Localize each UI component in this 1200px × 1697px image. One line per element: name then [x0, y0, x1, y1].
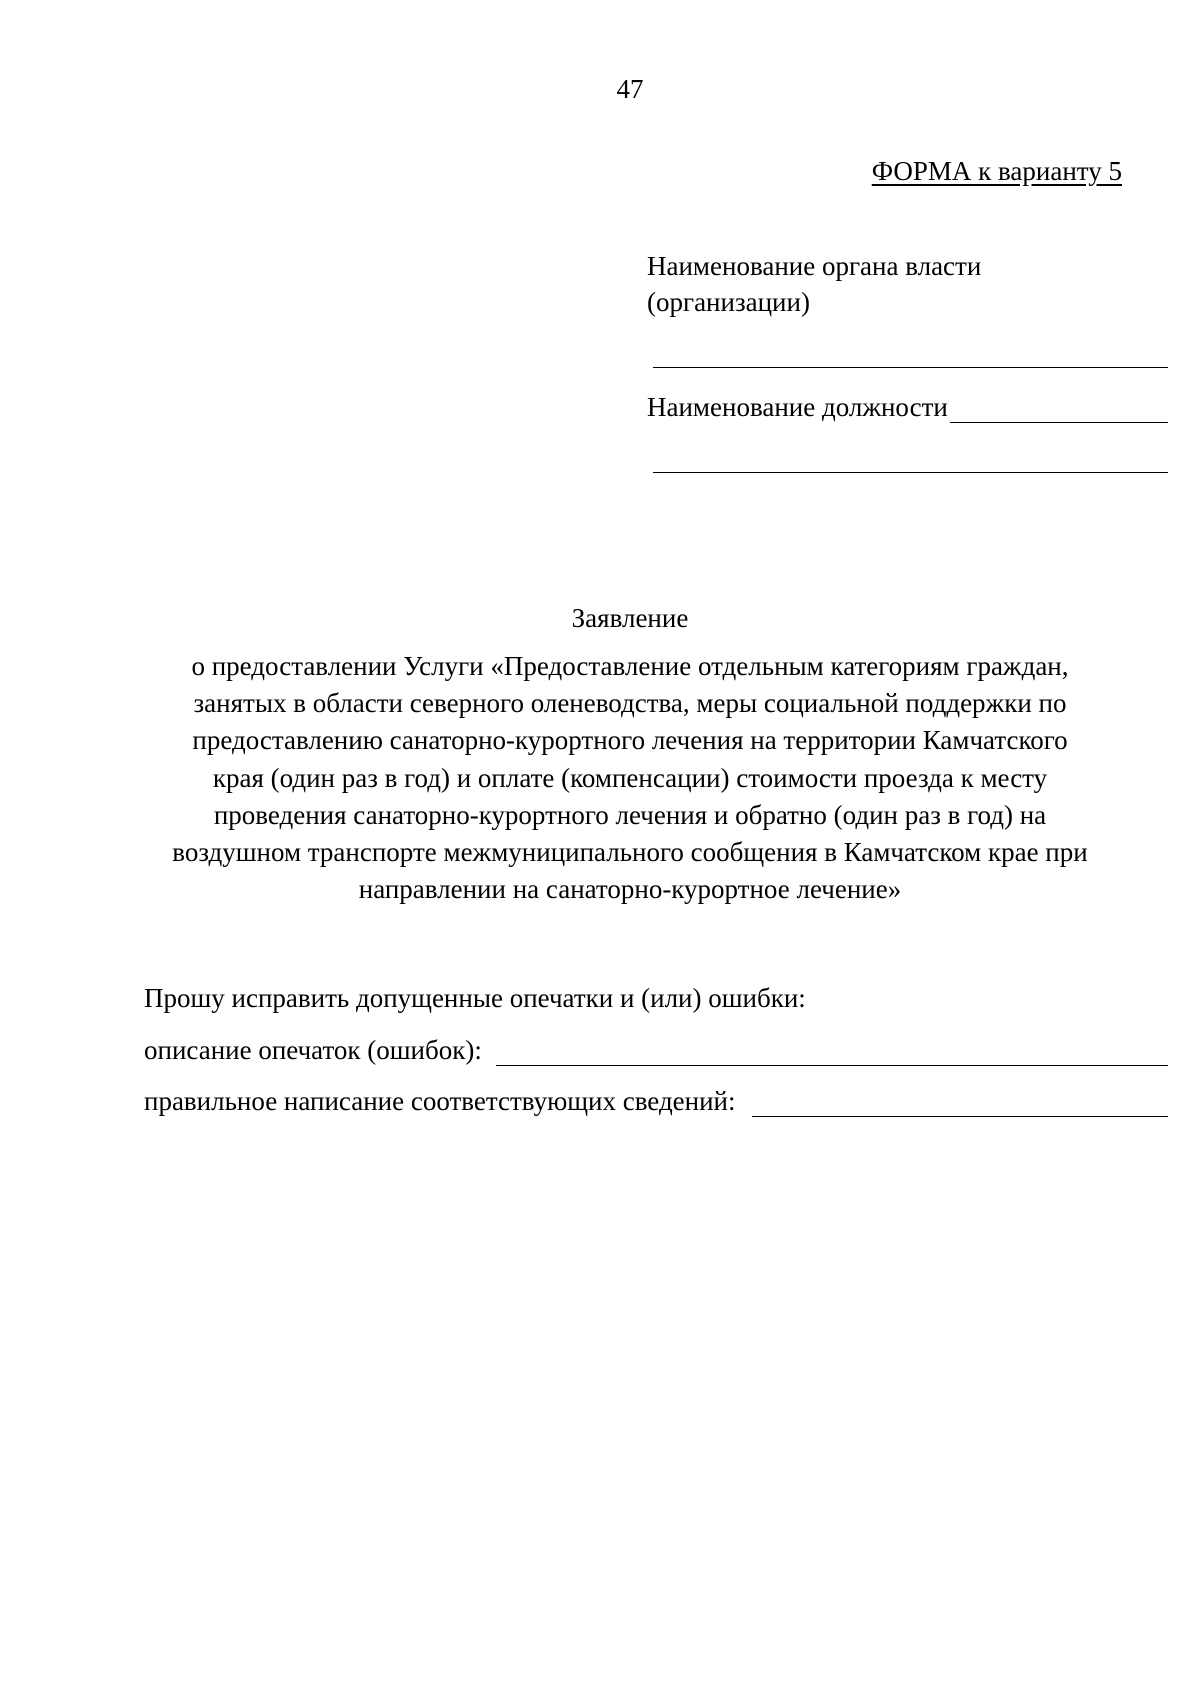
form-variant-label: ФОРМА к варианту 5: [871, 156, 1122, 186]
application-subject: [120, 648, 1140, 908]
org-name-label: Наименование органа власти: [647, 251, 982, 281]
errors-description-blank-line[interactable]: [496, 1041, 1168, 1066]
errors-description-label: описание опечаток (ошибок):: [144, 1035, 482, 1065]
org-name-label-continued: (организации): [647, 287, 810, 317]
position-label: Наименование должности: [647, 392, 948, 422]
position-row: [647, 391, 1168, 423]
page-number: 47: [616, 74, 644, 104]
subject-line: края (один раз в год) и оплате (компенсации) стоимости проезда к месту: [212, 762, 1048, 793]
request-intro: Прошу исправить допущенные опечатки и (или) ошибки:: [144, 983, 806, 1013]
errors-description-row: [144, 1034, 1168, 1066]
subject-line: предоставлению санаторно-курортного лечения на территории Камчатского: [192, 725, 1068, 756]
correct-spelling-label: правильное написание соответствующих сведений:: [144, 1086, 736, 1116]
subject-line: проведения санаторно-курортного лечения и обратно (один раз в год) на: [213, 799, 1047, 830]
correct-spelling-blank-line[interactable]: [752, 1092, 1168, 1117]
org-name-blank-line[interactable]: [653, 367, 1168, 368]
subject-line: занятых в области северного оленеводства, меры социальной поддержки по: [193, 688, 1067, 719]
position-name-blank-line[interactable]: [653, 472, 1168, 473]
subject-line: о предоставлении Услуги «Предоставление отдельным категориям граждан,: [191, 651, 1069, 681]
subject-line: направлении на санаторно-курортное лечение»: [358, 874, 902, 905]
position-blank-line[interactable]: [950, 398, 1168, 423]
application-title: Заявление: [571, 603, 689, 633]
correct-spelling-row: [144, 1085, 1168, 1117]
subject-line: воздушном транспорте межмуниципального сообщения в Камчатском крае при: [172, 837, 1088, 868]
